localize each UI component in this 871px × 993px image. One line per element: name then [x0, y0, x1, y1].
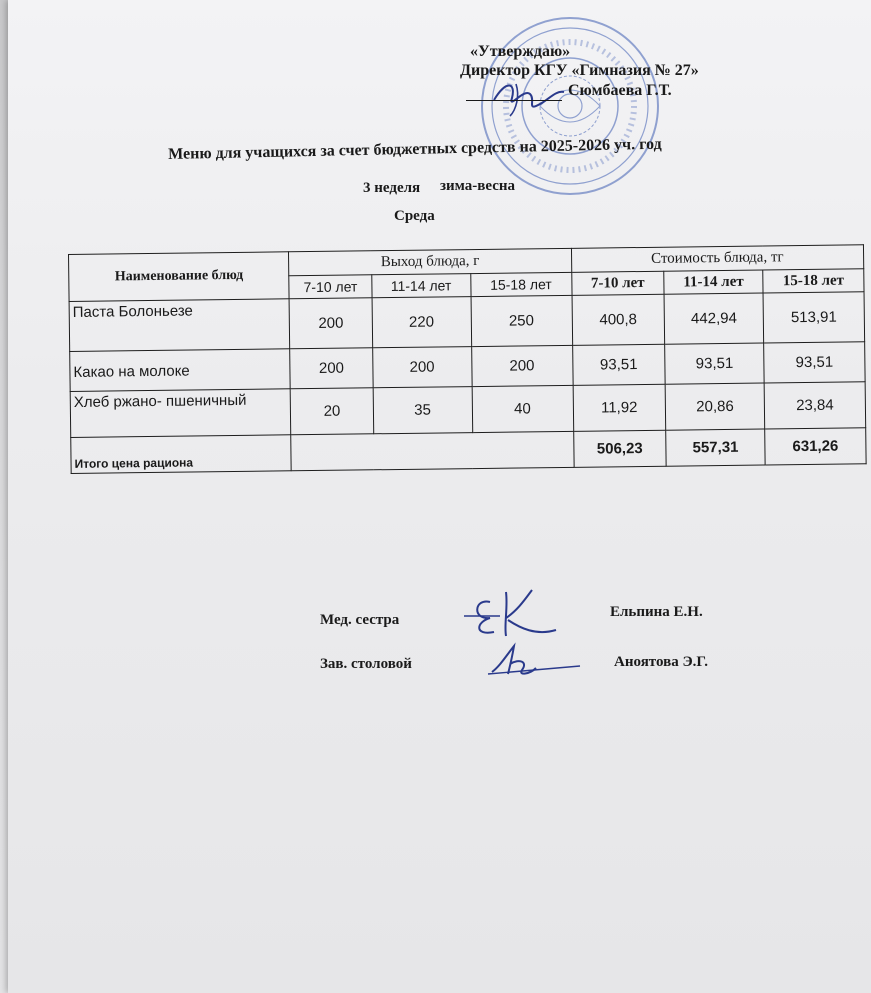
cost-value: 93,51 [764, 342, 865, 383]
total-cost-value: 557,31 [666, 429, 765, 466]
document-page [8, 0, 871, 993]
dish-name: Хлеб ржано- пшеничный [70, 389, 291, 438]
director-signature-line [466, 82, 562, 101]
cost-value: 93,51 [665, 343, 764, 384]
total-cost-value: 506,23 [573, 430, 666, 467]
total-label: Итого цена рациона [71, 435, 292, 474]
output-value: 200 [290, 348, 373, 389]
nurse-name: Ельпина Е.Н. [610, 604, 703, 620]
header-cost: Стоимость блюда, тг [571, 245, 864, 273]
total-output-empty [291, 431, 574, 470]
total-cost-value: 631,26 [765, 428, 866, 465]
cost-value: 400,8 [572, 294, 665, 345]
cost-value: 20,86 [665, 383, 764, 430]
output-value: 200 [289, 298, 372, 349]
header-cost-age: 15-18 лет [763, 269, 864, 293]
dish-name: Паста Болоньезе [69, 299, 290, 352]
approval-heading: «Утверждаю» [470, 43, 571, 60]
output-value: 200 [471, 345, 572, 386]
cost-value: 23,84 [764, 382, 866, 429]
header-output: Выход блюда, г [289, 248, 571, 275]
week-label: 3 неделя [363, 180, 421, 196]
canteen-name: Аноятова Э.Г. [614, 654, 708, 670]
dish-name: Какао на молоке [70, 349, 291, 392]
output-value: 200 [372, 347, 471, 388]
header-output-age: 15-18 лет [470, 272, 571, 296]
header-dish-name: Наименование блюд [69, 252, 290, 302]
menu-table-container [68, 244, 871, 474]
director-name: Сюмбаева Г.Т. [568, 82, 672, 99]
header-cost-age: 7-10 лет [571, 271, 664, 295]
output-value: 250 [471, 295, 573, 346]
cost-value: 513,91 [763, 292, 865, 343]
output-value: 35 [373, 387, 472, 434]
output-value: 40 [472, 385, 573, 432]
nurse-role: Мед. сестра [320, 612, 400, 628]
cost-value: 442,94 [664, 293, 763, 344]
nurse-signature-icon [460, 584, 560, 644]
header-output-age: 7-10 лет [289, 275, 372, 299]
cost-value: 11,92 [573, 384, 666, 431]
cost-value: 93,51 [572, 344, 665, 385]
header-output-age: 11-14 лет [372, 274, 471, 298]
day-label: Среда [394, 208, 435, 224]
menu-table [68, 244, 867, 474]
canteen-signature-icon [484, 636, 584, 680]
output-value: 20 [291, 388, 374, 435]
output-value: 220 [372, 297, 471, 348]
header-cost-age: 11-14 лет [664, 270, 763, 294]
director-position: Директор КГУ «Гимназия № 27» [460, 62, 699, 79]
canteen-role: Зав. столовой [320, 656, 412, 672]
menu-title: Меню для учащихся за счет бюджетных средств на 2025-2026 уч. год [168, 135, 662, 163]
season-label: зима-весна [440, 178, 516, 194]
